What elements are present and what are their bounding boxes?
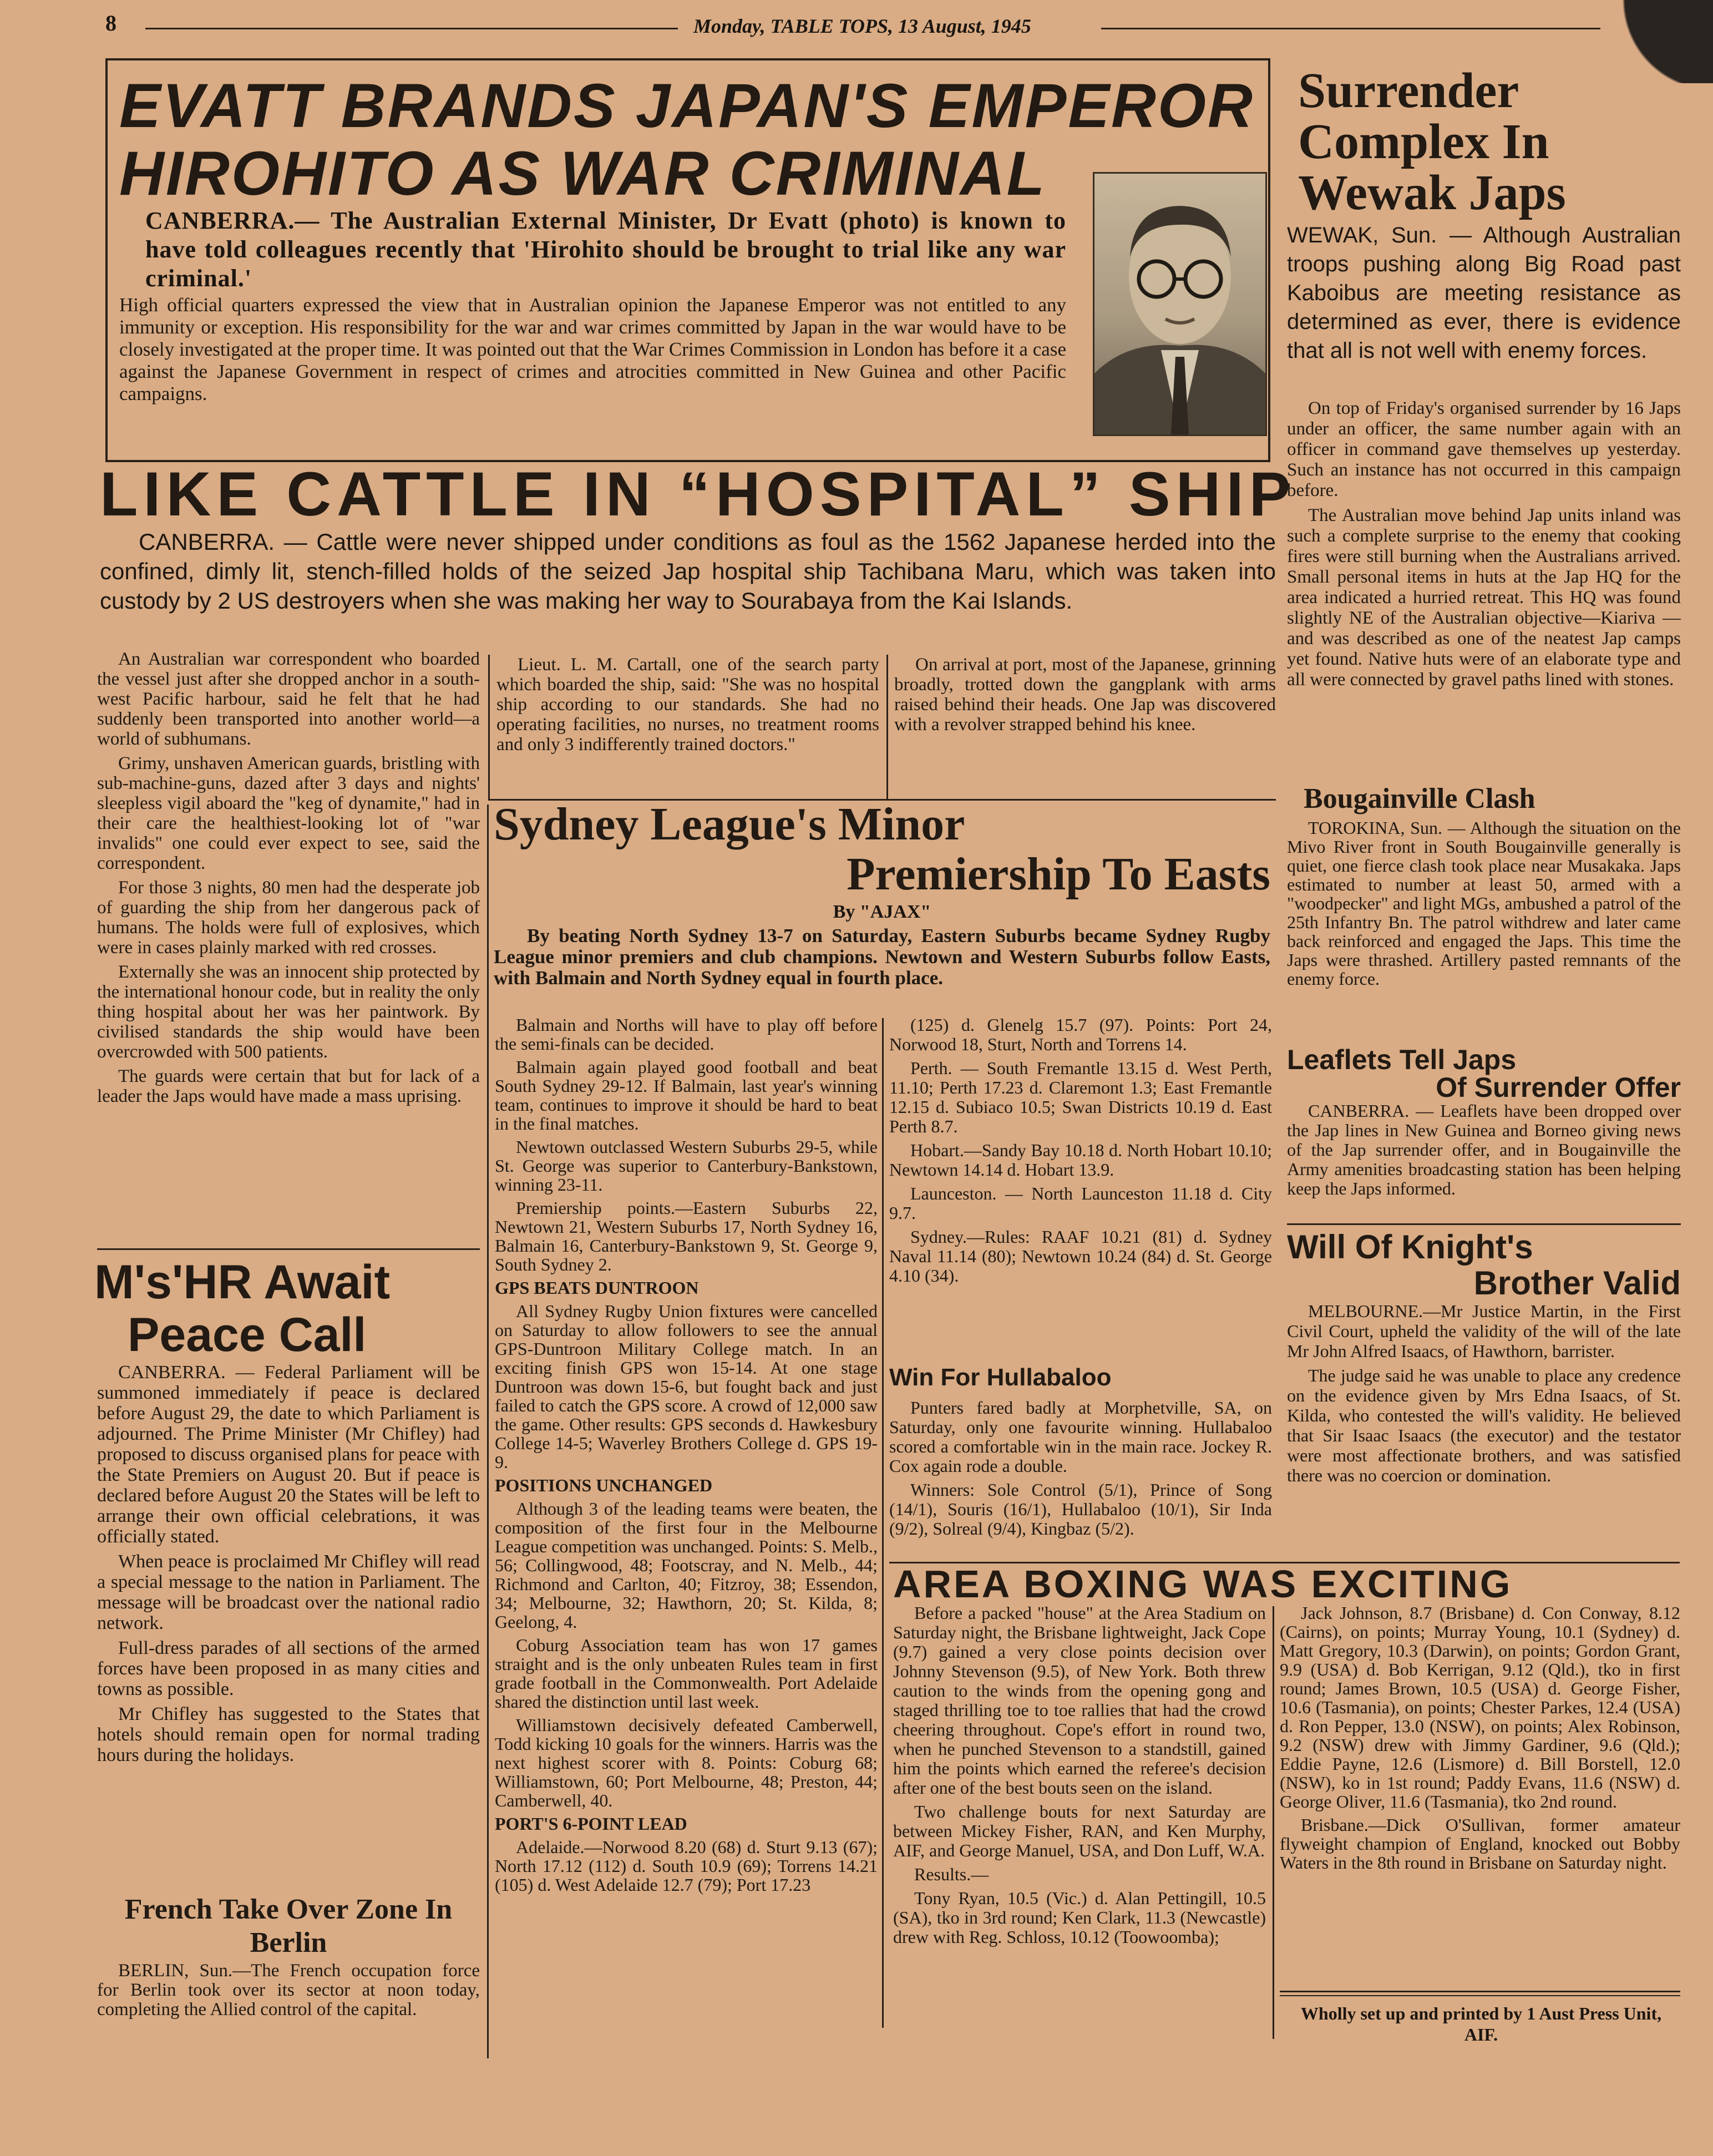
boxing-paragraph: Jack Johnson, 8.7 (Brisbane) d. Con Conway, 8.12 (Cairns), on points; Murray Young, 10.1 (Sydney) d. Matt Gregory, 10.3 (Darwin), on points; Gordon Grant, 9.9 (USA) d. Bob Kerrigan, 9.12 (Qld.), tko in first round; James Brown, 10.5 (USA) d. George Fisher, 10.6 (Tasmania), on points; Chester Parkes, 12.4 (USA) d. Ron Pepper, 13.0 (NSW), on points; Alex Robinson, 9.2 (NSW) drew with Jimmy Gardiner, 9.6 (Qld.); Eddie Payne, 12.6 (Lismore) d. Bill Borstell, 12.0 (NSW), ko in 1st round; Paddy Evans, 11.6 (NSW) d. George Oliver, 11.6 (Tasmania), tko 2nd round. — [1280, 1603, 1680, 1811]
cattle-paragraph: On arrival at port, most of the Japanese, grinning broadly, trotted down the gangplank with arms raised behind their heads. One Jap was discovered with a revolver strapped behind his knee. — [894, 655, 1276, 735]
boxing-paragraph: Results.— — [914, 1864, 989, 1884]
league-paragraph: Launceston. — North Launceston 11.18 d. City 9.7. — [889, 1183, 1272, 1223]
league-paragraph: Adelaide.—Norwood 8.20 (68) d. Sturt 9.13 (67); North 17.12 (112) d. South 10.9 (69); Torrens 14.21 (105) d. West Adelaide 12.7 (79); Port 17.23 — [495, 1837, 878, 1895]
hullabaloo-paragraph: Winners: Sole Control (5/1), Prince of Song (14/1), Souris (16/1), Hullabaloo (10/1), Sir Inda (9/2), Solreal (9/4), Kingbaz (5/2). — [889, 1480, 1272, 1538]
cattle-col1-rule — [97, 1248, 480, 1250]
bougainville-headline: Bougainville Clash — [1304, 783, 1535, 814]
league-paragraph: (125) d. Glenelg 15.7 (97). Points: Port 24, Norwood 18, Sturt, North and Torrens 14. — [889, 1015, 1272, 1054]
will-body — [1287, 1301, 1681, 1551]
cattle-column-rule — [488, 655, 490, 799]
cattle-paragraph: An Australian war correspondent who boarded the vessel just after she dropped anchor in a south-west Pacific harbour, said he felt that he had suddenly been transported into another world—a world of subhumans. — [97, 649, 480, 749]
cattle-col-2 — [496, 655, 879, 799]
league-col-a — [495, 1015, 878, 2031]
league-paragraph: Newtown outclassed Western Suburbs 29-5, while St. George was superior to Canterbury-Bankstown, winning 23-11. — [495, 1137, 878, 1195]
boxing-paragraph: Before a packed "house" at the Area Stadium on Saturday night, the Brisbane lightweight, Jack Cope (9.7) gained a very close points decision over Johnny Stevenson (9.5), of New York. Both threw caution to the winds from the opening gong and staged thrilling toe to toe rallies that had the crowd cheering throughout. Cope's effort in round two, when he punched Stevenson to a standstill, gained him the points which earned the referee's decision after one of the best bouts seen on the island. — [893, 1603, 1266, 1798]
league-lead: By beating North Sydney 13-7 on Saturday, Eastern Suburbs became Sydney Rugby League minor premiers and club champions. Newtown and Western Suburbs follow Easts, with Balmain and North Sydney equal in fourth place. — [494, 925, 1270, 989]
league-paragraph: Balmain and Norths will have to play off before the semi-finals can be decided. — [495, 1015, 878, 1054]
parliament-body — [97, 1362, 480, 1895]
league-subhead: PORT'S 6-POINT LEAD — [495, 1814, 687, 1834]
cattle-headline: LIKE CATTLE IN “HOSPITAL” SHIP — [100, 459, 1296, 529]
wewak-body — [1287, 398, 1681, 789]
will-paragraph: MELBOURNE.—Mr Justice Martin, in the First Civil Court, upheld the validity of the will of the late Mr John Alfred Isaacs, of Hawthorn, barrister. — [1287, 1301, 1681, 1361]
league-headline-2: Premiership To Easts — [847, 848, 1270, 900]
printer-imprint: Wholly set up and printed by 1 Aust Press Unit, AIF. — [1300, 2003, 1662, 2044]
boxing-paragraph: Tony Ryan, 10.5 (Vic.) d. Alan Pettingill, 10.5 (SA), tko in 3rd round; Ken Clark, 11.3 (Newcastle) drew with Reg. Schloss, 10.12 (Toowoomba); — [893, 1888, 1266, 1947]
parliament-paragraph: CANBERRA. — Federal Parliament will be summoned immediately if peace is declared before August 29, the date to which Parliament is adjourned. The Prime Minister (Mr Chifley) had proposed to discuss organised plans for peace with the State Premiers on August 20. But if peace is declared before August 20 the States will be left to arrange their own official celebrations, it was officially stated. — [97, 1362, 480, 1547]
parliament-paragraph: Mr Chifley has suggested to the States that hotels should remain open for normal trading hours during the holidays. — [97, 1704, 480, 1765]
league-paragraph: Williamstown decisively defeated Camberwell, Todd kicking 10 goals for the winners. Harris was the next highest scorer with 8. Points: Coburg 68; Williamstown, 60; Port Melbourne, 48; Preston, 44; Camberwell, 40. — [495, 1715, 878, 1810]
masthead-dateline: Monday, TABLE TOPS, 13 August, 1945 — [693, 15, 1031, 37]
wewak-lead: WEWAK, Sun. — Although Australian troops pushing along Big Road past Kaboibus are meeting resistance as determined as ever, there is evidence that all is not well with enemy forces. — [1287, 223, 1681, 363]
league-paragraph: Premiership points.—Eastern Suburbs 22, Newtown 21, Western Suburbs 17, North Sydney 16, Balmain 16, Canterbury-Bankstown 9, St. George 9, South Sydney 2. — [495, 1198, 878, 1274]
evatt-portrait-icon — [1094, 174, 1265, 434]
wewak-paragraph: The Australian move behind Jap units inland was such a complete surprise to the enemy that cooking fires were still burning when the Australians arrived. Small personal items in huts at the Jap HQ for the area indicated a hurried retreat. This HQ was found slightly NE of the Australian objective—Kiariva — and was described as one of the neatest Jap camps yet found. Native huts were of an elaborate type and all were connected by gravel paths lined with stones. — [1287, 505, 1681, 690]
cattle-paragraph: Grimy, unshaven American guards, bristling with sub-machine-guns, dazed after 3 days and nights' sleepless vigil aboard the "keg of dynamite," had in their care the healthiest-looking lot of "war invalids" one could ever expect to see, said the correspondent. — [97, 753, 480, 873]
evatt-photo — [1093, 172, 1267, 436]
evatt-body: High official quarters expressed the view that in Australian opinion the Japanese Emperor was not entitled to any immunity or exception. His responsibility for the war and war crimes committed by Japan in the war would have to be closely investigated at the proper time. It was pointed out that the War Crimes Commission in London has before it a case against the Japanese Government in respect of crimes and atrocities committed in New Guinea and other Pacific campaigns. — [119, 294, 1066, 404]
parliament-paragraph: Full-dress parades of all sections of the armed forces have been proposed in as many cities and towns as possible. — [97, 1638, 480, 1699]
boxing-column-rule — [1273, 1606, 1274, 2039]
league-paragraph: Sydney.—Rules: RAAF 10.21 (81) d. Sydney Naval 11.14 (80); Newtown 10.24 (84) d. St. George 4.10 (34). — [889, 1227, 1272, 1285]
league-subhead: POSITIONS UNCHANGED — [495, 1475, 713, 1495]
masthead-rule-left — [145, 28, 678, 29]
cattle-paragraph: Lieut. L. M. Cartall, one of the search party which boarded the ship, said: "She was no hospital ship according to our standards. She had no operating facilities, no nurses, no treatment rooms and only 3 indifferently trained doctors." — [496, 655, 879, 755]
evatt-lead: CANBERRA.— The Australian External Minister, Dr Evatt (photo) is known to have told colleagues recently that 'Hirohito should be brought to trial like any war criminal.' — [145, 207, 1066, 292]
wewak-paragraph: On top of Friday's organised surrender by 16 Japs under an officer, the same number again with an officer in command gave themselves up yesterday. Such an instance has not occurred in this campaign before. — [1287, 398, 1681, 500]
league-col-b — [889, 1015, 1272, 1359]
leaflets-rule — [1287, 1223, 1681, 1225]
boxing-paragraph: Brisbane.—Dick O'Sullivan, former amateur flyweight champion of England, knocked out Bobby Waters in the 8th round in Brisbane on Saturday night. — [1280, 1815, 1680, 1872]
league-subhead: GPS BEATS DUNTROON — [495, 1278, 699, 1298]
cattle-column-rule — [886, 655, 888, 799]
will-headline-1: Will Of Knight's — [1287, 1228, 1533, 1266]
will-headline-2: Brother Valid — [1473, 1264, 1681, 1302]
cattle-paragraph: Externally she was an innocent ship protected by the international honour code, but in reality the only thing hospital about her was her paintwork. By civilised standards the ship would have been overcrowded with 500 patients. — [97, 962, 480, 1062]
boxing-col-b — [1280, 1603, 1680, 1986]
evatt-headline: EVATT BRANDS JAPAN'S EMPEROR HIROHITO AS WAR CRIMINAL — [119, 71, 1254, 208]
league-paragraph: Perth. — South Fremantle 13.15 d. West Perth, 11.10; Perth 17.23 d. Claremont 1.3; East Fremantle 12.15 d. Subiaco 10.5; Swan Districts 10.19 d. East Perth 8.7. — [889, 1058, 1272, 1136]
hullabaloo-paragraph: Punters fared badly at Morphetville, SA, on Saturday, only one favourite winning. Hullabaloo scored a comfortable win in the main race. Jockey R. Cox again rode a double. — [889, 1398, 1272, 1476]
will-paragraph: The judge said he was unable to place any credence on the evidence given by Mrs Edna Isaacs, of St. Kilda, who contested the will's validity. He believed that Sir Isaac Isaacs (the executor) and the testator were most affectionate brothers, and was satisfied there was no coercion or domination. — [1287, 1365, 1681, 1485]
leaflets-headline-2: Of Surrender Offer — [1436, 1072, 1681, 1103]
wewak-headline: Surrender Complex In Wewak Japs — [1298, 63, 1566, 220]
bougainville-body: TOROKINA, Sun. — Although the situation on the Mivo River front in South Bougainville generally is quiet, one fierce clash took place near Musakaka. Japs estimated to number at least 50, armed with a "woodpecker" and light MGs, ambushed a patrol of the 25th Infantry Bn. The patrol withdrew and later came back reinforced and engaged the Japs. This time the Japs were thrashed. Artillery pasted remnants of the enemy force. — [1287, 818, 1681, 989]
cattle-col-3 — [894, 655, 1276, 799]
league-headline-1: Sydney League's Minor — [494, 798, 965, 850]
cattle-col-1 — [97, 649, 480, 1248]
league-paragraph: All Sydney Rugby Union fixtures were cancelled on Saturday to allow followers to see the annual GPS-Duntroon Military College match. In an exciting finish GPS won 15-14. At one stage Duntroon was down 15-6, but fought back and just failed to catch the GPS score. A crowd of 12,000 saw the game. Other results: GPS seconds d. Hawkesbury College 14-5; Waverley Brothers College d. GPS 19-9. — [495, 1301, 878, 1472]
cattle-paragraph: The guards were certain that but for lack of a leader the Japs would have made a mass uprising. — [97, 1066, 480, 1106]
page-number: 8 — [105, 11, 116, 36]
hullabaloo-body — [889, 1398, 1272, 1565]
boxing-headline: AREA BOXING WAS EXCITING — [893, 1562, 1513, 1606]
parliament-paragraph: When peace is proclaimed Mr Chifley will read a special message to the nation in Parliament. The message will be broadcast over the national radio network. — [97, 1551, 480, 1633]
imprint-rule — [1280, 1995, 1680, 1996]
leaflets-headline-1: Leaflets Tell Japs — [1287, 1044, 1517, 1075]
parliament-headline-2: Peace Call — [128, 1308, 367, 1362]
boxing-paragraph: Two challenge bouts for next Saturday are between Mickey Fisher, RAN, and Ken Murphy, AIF, and George Manuel, USA, and Don Luff, W.A. — [893, 1801, 1266, 1860]
league-paragraph: Hobart.—Sandy Bay 10.18 d. North Hobart 10.10; Newtown 14.14 d. Hobart 13.9. — [889, 1140, 1272, 1180]
parliament-headline-1: M's'HR Await — [94, 1256, 391, 1309]
masthead-rule-right — [1101, 28, 1600, 29]
league-column-rule — [882, 1018, 884, 2028]
cattle-paragraph: For those 3 nights, 80 men had the desperate job of guarding the ship from her dangerous pack of humans. The holds were full of explosives, which were in cases plainly marked with red crosses. — [97, 878, 480, 958]
boxing-col-a — [893, 1603, 1266, 2047]
league-paragraph: Although 3 of the leading teams were beaten, the composition of the first four in the Melbourne League competition was unchanged. Points: S. Melb., 56; Collingwood, 48; Footscray, and N. Melb., 44; Richmond and Carlton, 40; Fitzroy, 38; Essendon, 34; Melbourne, 32; Hawthorn, 20; St. Kilda, 8; Geelong, 4. — [495, 1499, 878, 1632]
cattle-lead: CANBERRA. — Cattle were never shipped under conditions as foul as the 1562 Japanese herded into the confined, dimly lit, stench-filled holds of the seized Jap hospital ship Tachibana Maru, which was taken into custody by 2 US destroyers when she was making her way to Sourabaya from the Kai Islands. — [100, 529, 1276, 614]
league-paragraph: Coburg Association team has won 17 games straight and is the only unbeaten Rules team in first grade football in the Commonwealth. Port Adelaide shared the distinction until last week. — [495, 1635, 878, 1712]
hullabaloo-headline: Win For Hullabaloo — [889, 1364, 1112, 1391]
berlin-body: BERLIN, Sun.—The French occupation force for Berlin took over its sector at noon today, completing the Allied control of the capital. — [97, 1961, 480, 2020]
league-byline: By "AJAX" — [833, 902, 931, 922]
berlin-headline: French Take Over Zone In Berlin — [124, 1894, 453, 1958]
leaflets-body: CANBERRA. — Leaflets have been dropped over the Jap lines in New Guinea and Borneo giving news of the Jap surrender offer, and in Bougainville the Army amenities broadcasting station has been helping keep the Japs informed. — [1287, 1101, 1681, 1198]
left-column-rule — [487, 804, 489, 2058]
imprint-rule — [1280, 1991, 1680, 1992]
league-paragraph: Balmain again played good football and beat South Sydney 29-12. If Balmain, last year's winning team, continues to improve it should be hard to beat in the final matches. — [495, 1057, 878, 1133]
